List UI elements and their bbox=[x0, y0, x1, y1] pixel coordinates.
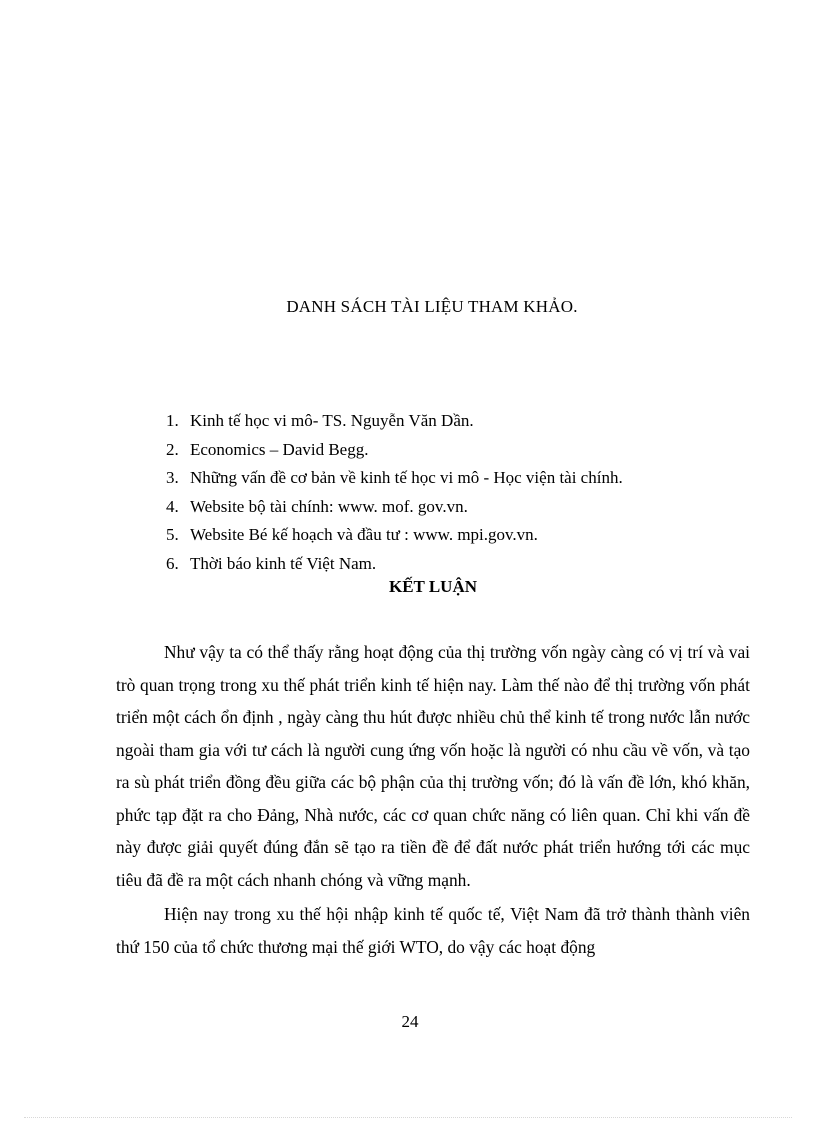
reference-number: 5. bbox=[166, 525, 179, 544]
reference-text: Kinh tế học vi mô- TS. Nguyễn Văn Dần. bbox=[190, 411, 474, 430]
conclusion-paragraph-2: Hiện nay trong xu thế hội nhập kinh tế quốc tế, Việt Nam đã trở thành thành viên thứ 150 của tổ chức thương mại thế giới WTO, do vậy các hoạt động bbox=[116, 904, 750, 957]
reference-number: 6. bbox=[166, 553, 179, 573]
references-title: DANH SÁCH TÀI LIỆU THAM KHẢO. bbox=[286, 297, 578, 316]
conclusion-paragraph-1: Như vậy ta có thể thấy rằng hoạt động của thị trường vốn ngày càng có vị trí và vai trò quan trọng trong xu thế phát triển kinh tế hiện nay. Làm thế nào để thị trường vốn phát triển một cách ổn định , ngày càng thu hút được nhiều chủ thể kinh tế trong nước lẫn nước ngoài tham gia với tư cách là người cung ứng vốn hoặc là người có nhu cầu về vốn, và tạo ra sù phát triển đồng đều giữa các bộ phận của thị trường vốn; đó là vấn đề lớn, khó khăn, phức tạp đặt ra cho Đảng, Nhà nước, các cơ quan chức năng có liên quan. Chỉ khi vấn đề này được giải quyết đúng đắn sẽ tạo ra tiền đề để đất nước phát triển hướng tới các mục tiêu đã đề ra một cách nhanh chóng và vững mạnh. bbox=[116, 642, 750, 890]
reference-text: Website bộ tài chính: www. mof. gov.vn. bbox=[190, 496, 468, 516]
reference-item-4 bbox=[166, 493, 623, 522]
reference-item-3 bbox=[166, 464, 623, 493]
reference-text: Economics – David Begg. bbox=[190, 439, 369, 459]
reference-number: 2. bbox=[166, 439, 179, 459]
reference-item-5 bbox=[166, 521, 623, 550]
conclusion-body bbox=[116, 636, 750, 965]
reference-number: 1. bbox=[166, 411, 179, 430]
reference-item-2 bbox=[166, 436, 623, 465]
reference-item-6 bbox=[166, 550, 623, 579]
reference-number: 3. bbox=[166, 468, 179, 487]
references-list bbox=[166, 407, 623, 578]
reference-text: Thời báo kinh tế Việt Nam. bbox=[190, 553, 377, 573]
conclusion-heading: KẾT LUẬN bbox=[388, 577, 477, 596]
reference-text: Website Bé kế hoạch và đầu tư : www. mpi.gov.vn. bbox=[190, 525, 538, 544]
reference-item-1 bbox=[166, 407, 623, 436]
page-number: 24 bbox=[401, 1012, 419, 1031]
reference-text: Những vấn đề cơ bản về kinh tế học vi mô - Học viện tài chính. bbox=[190, 468, 623, 487]
page-bottom-divider bbox=[24, 1117, 792, 1118]
reference-number: 4. bbox=[166, 496, 179, 516]
